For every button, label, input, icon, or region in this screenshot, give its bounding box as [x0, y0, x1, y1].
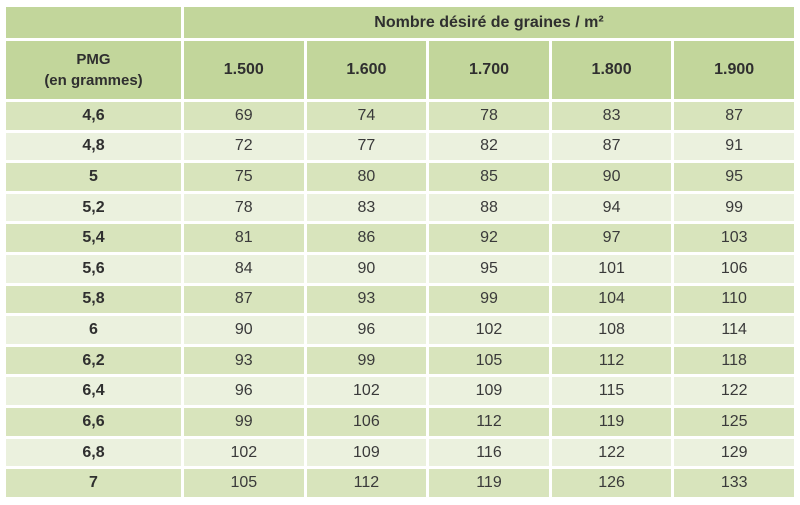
- table-cell: 72: [184, 133, 304, 161]
- table-cell: 78: [429, 102, 549, 130]
- table-cell: 112: [307, 469, 427, 497]
- table-row: [6, 469, 794, 497]
- table-cell: 81: [184, 224, 304, 252]
- table-cell: 94: [552, 194, 672, 222]
- table-cell: 90: [184, 316, 304, 344]
- table-cell: 119: [429, 469, 549, 497]
- row-header-line1: PMG: [76, 51, 111, 68]
- row-pmg-value: 7: [6, 469, 181, 497]
- table-cell: 69: [184, 102, 304, 130]
- table-row: [6, 255, 794, 283]
- table-cell: 112: [552, 347, 672, 375]
- table-row: [6, 316, 794, 344]
- table-cell: 87: [184, 286, 304, 314]
- table-cell: 116: [429, 439, 549, 467]
- table-row: [6, 347, 794, 375]
- table-cell: 97: [552, 224, 672, 252]
- header-blank-cell: [6, 7, 181, 38]
- row-header-pmg: [6, 41, 181, 99]
- table-cell: 78: [184, 194, 304, 222]
- table-cell: 93: [307, 286, 427, 314]
- table-cell: 77: [307, 133, 427, 161]
- table-row: [6, 102, 794, 130]
- header-column-row: [6, 41, 794, 99]
- table-cell: 84: [184, 255, 304, 283]
- table-cell: 91: [674, 133, 794, 161]
- table-cell: 110: [674, 286, 794, 314]
- seed-density-table: [3, 4, 797, 500]
- table-cell: 87: [552, 133, 672, 161]
- row-pmg-value: 6: [6, 316, 181, 344]
- table-row: [6, 133, 794, 161]
- table-cell: 90: [552, 163, 672, 191]
- table-cell: 102: [429, 316, 549, 344]
- table-cell: 122: [674, 377, 794, 405]
- group-title: Nombre désiré de graines / m²: [184, 7, 794, 38]
- table-row: [6, 194, 794, 222]
- table-row: [6, 286, 794, 314]
- table-cell: 93: [184, 347, 304, 375]
- header-group-row: [6, 7, 794, 38]
- table-cell: 108: [552, 316, 672, 344]
- table-cell: 102: [184, 439, 304, 467]
- table-cell: 133: [674, 469, 794, 497]
- row-pmg-value: 5,6: [6, 255, 181, 283]
- table-cell: 95: [429, 255, 549, 283]
- table-cell: 96: [307, 316, 427, 344]
- table-cell: 74: [307, 102, 427, 130]
- table-cell: 112: [429, 408, 549, 436]
- table-cell: 99: [429, 286, 549, 314]
- table-cell: 122: [552, 439, 672, 467]
- table-cell: 87: [674, 102, 794, 130]
- table-cell: 103: [674, 224, 794, 252]
- column-header: 1.800: [552, 41, 672, 99]
- row-pmg-value: 5: [6, 163, 181, 191]
- table-cell: 119: [552, 408, 672, 436]
- table-cell: 75: [184, 163, 304, 191]
- table-cell: 126: [552, 469, 672, 497]
- table-body: [6, 102, 794, 497]
- row-pmg-value: 5,8: [6, 286, 181, 314]
- row-pmg-value: 6,2: [6, 347, 181, 375]
- row-pmg-value: 6,4: [6, 377, 181, 405]
- table-cell: 102: [307, 377, 427, 405]
- table-cell: 85: [429, 163, 549, 191]
- column-header: 1.700: [429, 41, 549, 99]
- table-cell: 109: [307, 439, 427, 467]
- table-cell: 99: [307, 347, 427, 375]
- table-cell: 83: [307, 194, 427, 222]
- row-header-line2: (en grammes): [44, 72, 143, 89]
- table-row: [6, 163, 794, 191]
- table-cell: 106: [674, 255, 794, 283]
- table-cell: 80: [307, 163, 427, 191]
- column-header: 1.500: [184, 41, 304, 99]
- table-row: [6, 439, 794, 467]
- column-header: 1.600: [307, 41, 427, 99]
- table-cell: 101: [552, 255, 672, 283]
- table-cell: 115: [552, 377, 672, 405]
- row-pmg-value: 6,6: [6, 408, 181, 436]
- table-cell: 105: [184, 469, 304, 497]
- table-cell: 88: [429, 194, 549, 222]
- table-cell: 99: [184, 408, 304, 436]
- table-cell: 86: [307, 224, 427, 252]
- table-cell: 129: [674, 439, 794, 467]
- column-header: 1.900: [674, 41, 794, 99]
- row-pmg-value: 4,8: [6, 133, 181, 161]
- row-pmg-value: 5,4: [6, 224, 181, 252]
- row-pmg-value: 5,2: [6, 194, 181, 222]
- table-cell: 82: [429, 133, 549, 161]
- table-cell: 83: [552, 102, 672, 130]
- table-row: [6, 377, 794, 405]
- table-cell: 114: [674, 316, 794, 344]
- table-row: [6, 408, 794, 436]
- table-cell: 99: [674, 194, 794, 222]
- table-cell: 90: [307, 255, 427, 283]
- table-cell: 96: [184, 377, 304, 405]
- table-cell: 92: [429, 224, 549, 252]
- row-pmg-value: 6,8: [6, 439, 181, 467]
- table-cell: 109: [429, 377, 549, 405]
- row-pmg-value: 4,6: [6, 102, 181, 130]
- table-cell: 125: [674, 408, 794, 436]
- table-row: [6, 224, 794, 252]
- table-cell: 104: [552, 286, 672, 314]
- seed-table-container: [3, 4, 797, 500]
- table-cell: 95: [674, 163, 794, 191]
- table-cell: 105: [429, 347, 549, 375]
- table-cell: 118: [674, 347, 794, 375]
- table-cell: 106: [307, 408, 427, 436]
